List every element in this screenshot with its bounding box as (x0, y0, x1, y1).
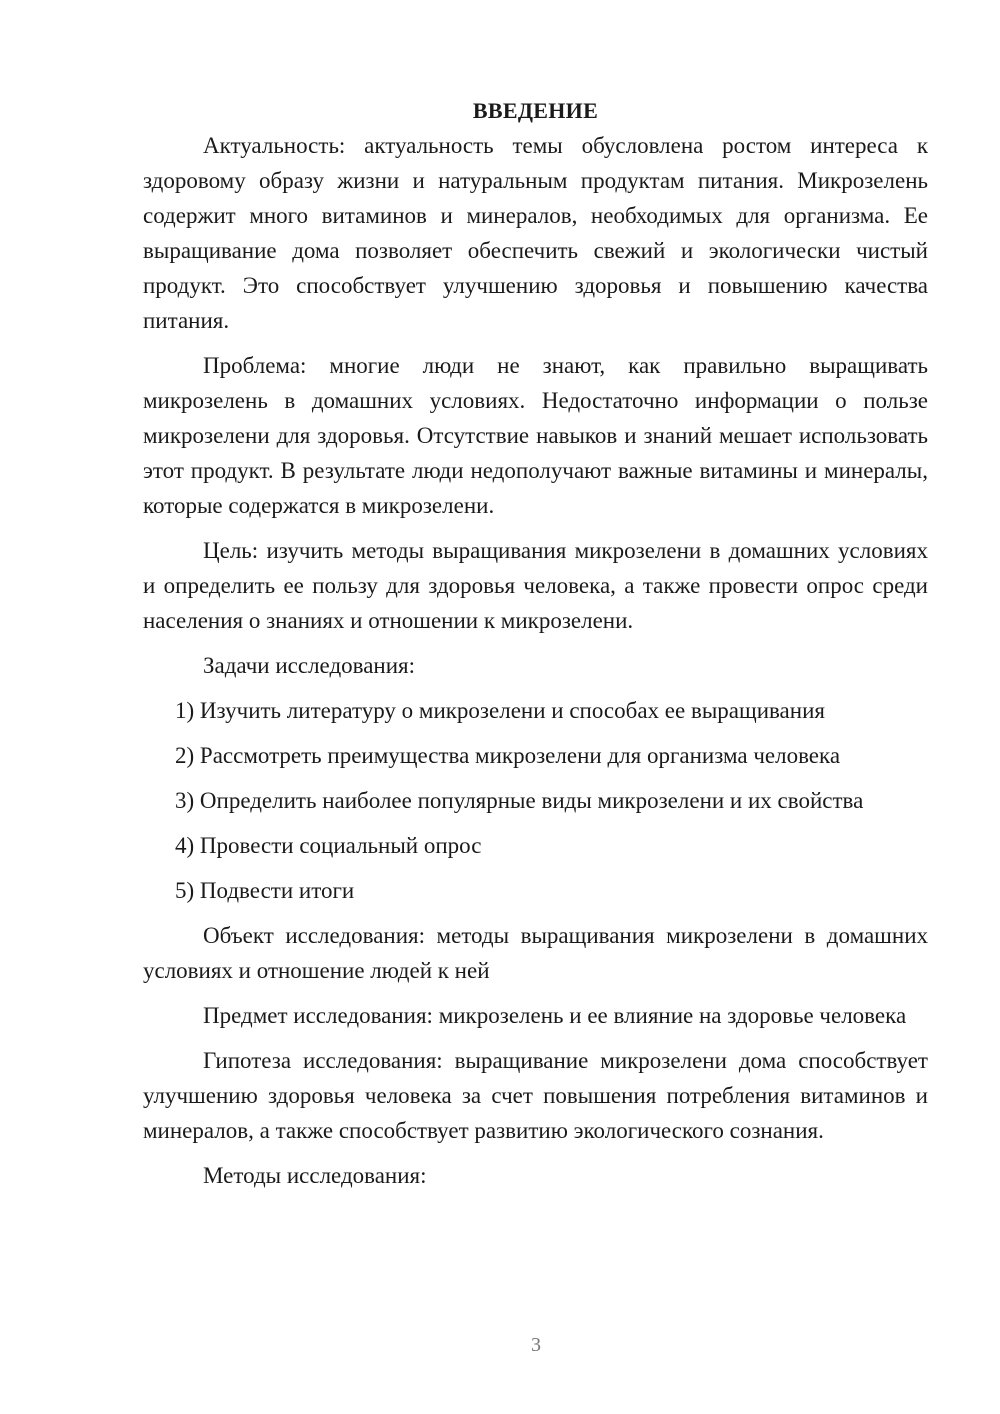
section-title: ВВЕДЕНИЕ (472, 98, 599, 123)
relevance-paragraph: Актуальность: актуальность темы обусловлена ростом интереса к здоровому образу жизни и натуральным продуктам питания. Микрозелень содержит много витаминов и минералов, необходимых для организма. Ее выращивание дома позволяет обеспечить свежий и экологически чистый продукт. Это способствует улучшению здоровья и повышению качества питания. (143, 133, 928, 333)
tasks-heading: Задачи исследования: (203, 653, 416, 678)
list-item: 2) Рассмотреть преимущества микрозелени для организма человека (175, 743, 841, 768)
list-item: 5) Подвести итоги (175, 878, 355, 903)
subject-paragraph: Предмет исследования: микрозелень и ее влияние на здоровье человека (203, 1003, 907, 1028)
list-item: 4) Провести социальный опрос (175, 833, 482, 858)
tasks-list (143, 693, 928, 908)
list-item: 1) Изучить литературу о микрозелени и способах ее выращивания (175, 698, 825, 723)
object-paragraph: Объект исследования: методы выращивания микрозелени в домашних условиях и отношение людей к ней (143, 923, 928, 983)
list-item: 3) Определить наиболее популярные виды микрозелени и их свойства (175, 788, 864, 813)
goal-paragraph: Цель: изучить методы выращивания микрозелени в домашних условиях и определить ее пользу для здоровья человека, а также провести опрос среди населения о знаниях и отношении к микрозелени. (143, 538, 928, 633)
page-content (143, 93, 928, 1203)
hypothesis-paragraph: Гипотеза исследования: выращивание микрозелени дома способствует улучшению здоровья человека за счет повышения потребления витаминов и минералов, а также способствует развитию экологического сознания. (143, 1048, 928, 1143)
page-number: 3 (531, 1334, 541, 1356)
methods-heading: Методы исследования: (203, 1163, 427, 1188)
problem-paragraph: Проблема: многие люди не знают, как правильно выращивать микрозелень в домашних условиях. Недостаточно информации о пользе микрозелени для здоровья. Отсутствие навыков и знаний мешает использовать этот продукт. В результате люди недополучают важные витамины и минералы, которые содержатся в микрозелени. (143, 353, 928, 518)
